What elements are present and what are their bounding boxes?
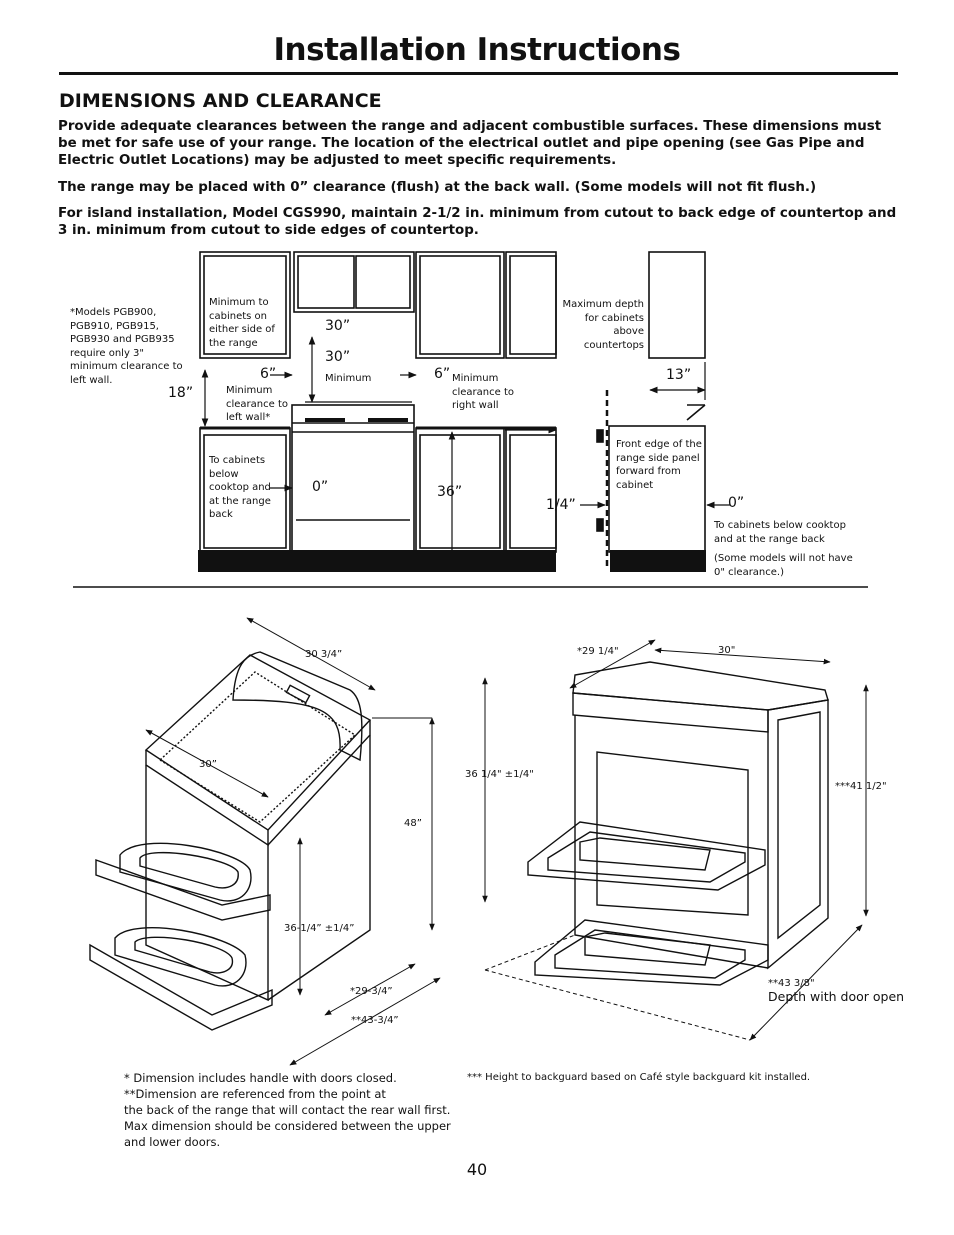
footnote-line: and lower doors. [124, 1135, 221, 1149]
right-dim-depth-open: **43 3/8" [768, 978, 815, 989]
left-range-dimensions [146, 618, 440, 1065]
dim-0-front: 0” [312, 479, 329, 495]
right-dim-cook-height: 36 1/4" ±1/4" [465, 769, 534, 780]
floor-base [198, 550, 556, 572]
dim-18: 18” [168, 385, 194, 401]
intro-paragraph-1: Provide adequate clearances between the range and adjacent combustible surfaces. These dimensions must be met for safe use of your range. The location of the electrical outlet and pipe opening (see Gas Pipe and Electric Outlet Locations) may be adjusted to meet specific requirements. [58, 119, 882, 168]
left-dim-width-top: 30 3/4” [305, 649, 343, 660]
dim-30-upper: 30” [325, 318, 351, 334]
minimum-label: Minimum [325, 373, 372, 384]
dim-quarter: 1/4” [546, 497, 576, 513]
right-range-drawing [528, 662, 828, 985]
right-dim-depth: *29 1/4" [577, 646, 619, 657]
page-title: Installation Instructions [273, 32, 681, 68]
min-left-wall-label: Minimum clearance to left wall* [226, 385, 289, 423]
section-heading: DIMENSIONS AND CLEARANCE [59, 90, 382, 112]
models-note: *Models PGB900, PGB910, PGB915, PGB930 and PGB935 require only 3" minimum clearance to left wall. [70, 307, 183, 386]
intro-paragraph-2: The range may be placed with 0” clearance (flush) at the back wall. (Some models will not fit flush.) [58, 180, 817, 195]
min-side-cabinets-label: Minimum to cabinets on either side of the range [209, 297, 275, 349]
dim-30-lower: 30” [325, 349, 351, 365]
min-right-wall-label: Minimum clearance to right wall [452, 373, 515, 411]
left-dim-cook-height: 36-1/4” ±1/4” [284, 923, 355, 934]
left-dim-depth-open: **43-3/4” [351, 1015, 399, 1026]
side-floor-base [610, 550, 706, 572]
left-range-drawing [90, 652, 370, 1030]
footnote-line: Max dimension should be considered between the upper [124, 1119, 451, 1133]
some-models-note: (Some models will not have 0" clearance.) [714, 553, 853, 578]
left-dim-height: 48” [404, 818, 422, 829]
footnotes-left [124, 1070, 454, 1150]
intro-paragraph-3: For island installation, Model CGS990, maintain 2-1/2 in. minimum from cutout to back edge of countertop and 3 in. minimum from cutout to side edges of countertop. [58, 206, 897, 238]
dim-13: 13” [666, 367, 692, 383]
footnote-line: the back of the range that will contact the rear wall first. [124, 1103, 451, 1117]
left-dim-depth: *29-3/4” [350, 986, 393, 997]
dim-0-side: 0” [728, 495, 745, 511]
dim-36: 36” [437, 484, 463, 500]
range-front-view [292, 405, 414, 555]
dim-6-left: 6” [260, 366, 277, 382]
right-dim-depth-open-label: Depth with door open [768, 989, 905, 1004]
page-number: 40 [466, 1160, 488, 1179]
below-cooktop-label: To cabinets below cooktop and at the range back [209, 455, 271, 520]
max-depth-label: Maximum depth for cabinets above countertops [562, 299, 644, 351]
right-dim-width: 30" [718, 645, 736, 656]
right-dim-backguard: ***41 1/2" [835, 781, 887, 792]
below-cooktop-back-label: To cabinets below cooktop and at the range back [714, 520, 846, 545]
footnote-line: **Dimension are referenced from the point at [124, 1087, 386, 1101]
footnote-right: *** Height to backguard based on Café style backguard kit installed. [467, 1072, 811, 1083]
dim-6-right: 6” [434, 366, 451, 382]
left-dim-width: 30” [199, 759, 217, 770]
footnote-line: * Dimension includes handle with doors closed. [124, 1071, 397, 1085]
front-edge-label: Front edge of the range side panel forward from cabinet [616, 439, 702, 491]
